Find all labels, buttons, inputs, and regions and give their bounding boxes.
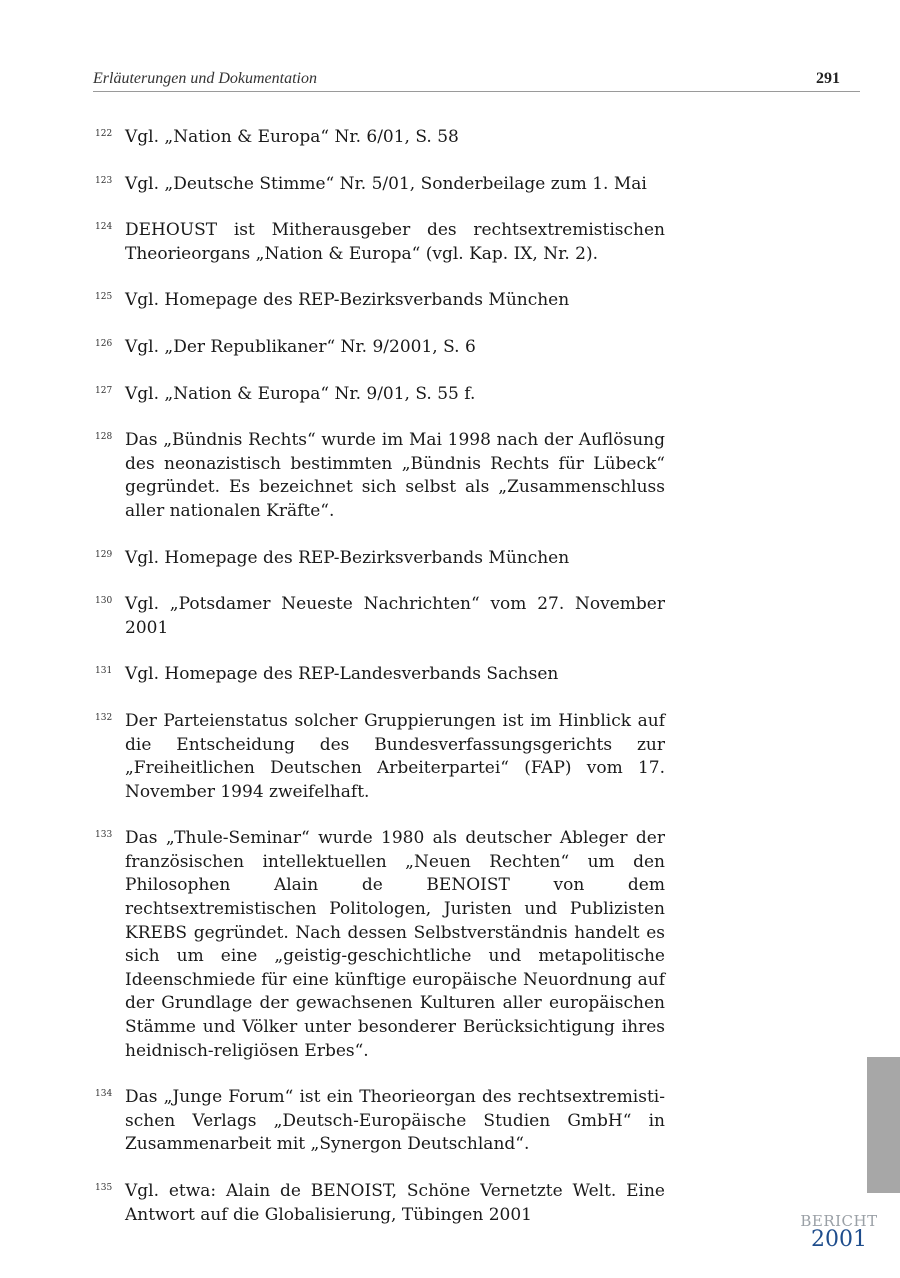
footnote-number: 123 — [95, 175, 113, 186]
footnote — [95, 663, 665, 687]
footnote-text: Vgl. „Der Republikaner“ Nr. 9/2001, S. 6 — [125, 336, 476, 357]
footnote-text: Das „Bündnis Rechts“ wurde im Mai 1998 nach der Auflösung des neonazistisch bestimmten „Bündnis Rechts für Lübeck“ gegründet. Es bezeichnet sich selbst als „Zusammenschluss aller nationalen Kräfte“. — [125, 430, 665, 521]
footnote-number: 134 — [95, 1089, 113, 1100]
footnote — [95, 710, 665, 804]
footnote-number: 131 — [95, 666, 113, 677]
footnote-number: 125 — [95, 292, 113, 303]
footnote-text: Vgl. „Nation & Europa“ Nr. 9/01, S. 55 f. — [125, 383, 476, 404]
footnote — [95, 429, 665, 523]
footnote-number: 122 — [95, 129, 113, 139]
footnote — [95, 827, 665, 1063]
footnote-number: 127 — [95, 385, 113, 396]
footnote — [95, 219, 665, 266]
chapter-thumb-tab — [867, 1057, 900, 1193]
footnote-text: Der Parteienstatus solcher Gruppierungen ist im Hinblick auf die Entscheidung des Bundesverfassungsgerichts zur „Freiheitlichen Deutschen Arbeiterpartei“ (FAP) vom 17. November 1994 zweifelhaft. — [125, 710, 665, 802]
footnote-number: 128 — [95, 432, 113, 443]
footnote — [95, 289, 665, 313]
footnote — [95, 383, 665, 407]
footnote — [95, 547, 665, 571]
footnote-text: Vgl. „Potsdamer Neueste Nachrichten“ vom 27. November 2001 — [125, 594, 665, 638]
footnote — [95, 1180, 665, 1227]
footnote-number: 126 — [95, 338, 113, 349]
footnote-text: Vgl. Homepage des REP-Bezirksverbands München — [125, 547, 570, 568]
logo-year: 2001 — [811, 1227, 867, 1252]
footnote-number: 124 — [95, 222, 113, 233]
footnote-number: 132 — [95, 712, 113, 723]
footnote-text: Vgl. „Deutsche Stimme“ Nr. 5/01, Sonderbeilage zum 1. Mai — [125, 173, 647, 194]
page-number: 291 — [816, 70, 840, 87]
footnote — [95, 173, 665, 197]
footnote-number: 130 — [95, 596, 113, 607]
logo-word: BERICHT — [800, 1212, 878, 1230]
footnote-number: 129 — [95, 549, 113, 560]
footnote-text: Vgl. etwa: Alain de BENOIST, Schöne Vernetzte Welt. Eine Antwort auf die Globalisierung, Tübingen 2001 — [125, 1181, 665, 1225]
footnote-number: 135 — [95, 1183, 113, 1193]
footnote-text: Vgl. Homepage des REP-Landesverbands Sachsen — [125, 664, 559, 685]
footnote-text: Vgl. „Nation & Europa“ Nr. 6/01, S. 58 — [125, 127, 459, 147]
footnote-text: Vgl. Homepage des REP-Bezirksverbands München — [125, 290, 570, 311]
header-title: Erläuterungen und Dokumentation — [93, 70, 317, 87]
footnote-text: Das „Thule-Seminar“ wurde 1980 als deutscher Ableger der französischen intellektuellen „Neuen Rechten“ um den Philosophen Alain de BENOIST von dem rechtsextremistischen Politologen, Juristen und Publizisten KREBS gegründet. Nach dessen Selbstverständnis handelt es sich um eine „geistig-geschichtliche und metapolitische Ideenschmiede für eine künftige europäische Neuordnung auf der Grundlage der gewachsenen Kulturen aller europäischen Stämme und Völker unter besonderer Berücksichtigung ihres heidnisch-religiösen Erbes“. — [125, 828, 665, 1061]
footnote-list — [95, 126, 665, 1250]
bericht-logo — [800, 1214, 878, 1251]
footnote-text: DEHOUST ist Mitherausgeber des rechtsextremistischen Theorieorgans „Nation & Europa“ (vgl. Kap. IX, Nr. 2). — [125, 220, 665, 264]
footnote-number: 133 — [95, 830, 113, 841]
footnote-text: Das „Junge Forum“ ist ein Theorieorgan des rechtsextremistischen Verlags „Deutsch-Europäische Studien GmbH“ in Zusammenarbeit mit „Synergon Deutschland“. — [125, 1087, 665, 1155]
footnote — [95, 336, 665, 360]
running-header — [93, 68, 860, 92]
footnote — [95, 593, 665, 640]
footnote — [95, 126, 665, 150]
footnote — [95, 1086, 665, 1157]
